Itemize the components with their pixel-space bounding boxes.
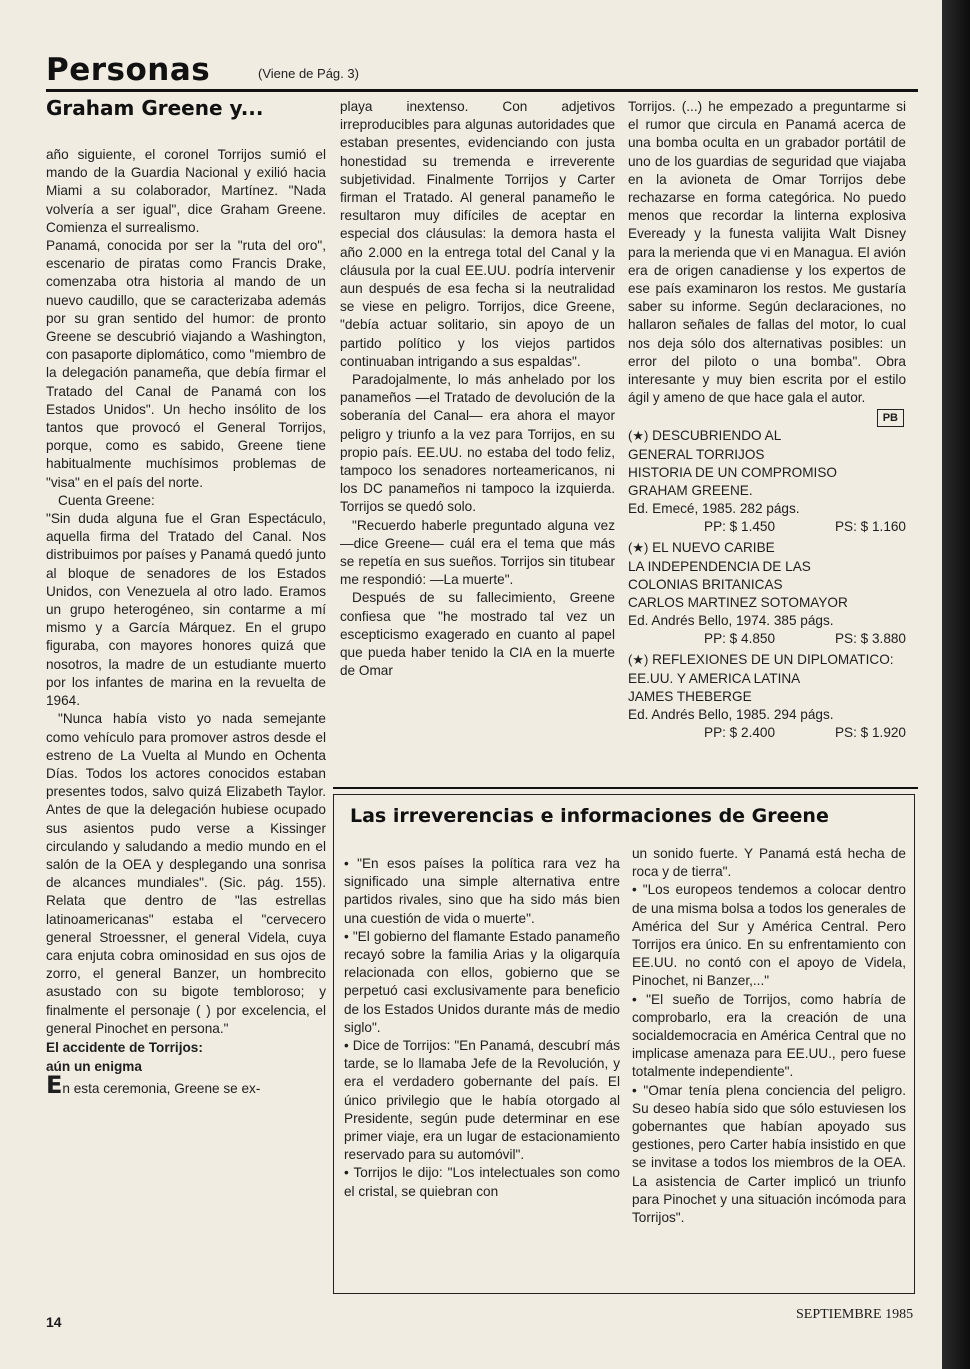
dropcap-paragraph	[46, 1070, 326, 1099]
book-prices	[628, 630, 906, 648]
quote-item: • "El sueño de Torrijos, como habría de comprobarlo, era la creación de una socialdemocracia en América Central que no implicase amenaza para EE.UU., pero fuese totalmente independiente".	[632, 991, 906, 1080]
article-column-2	[340, 98, 615, 681]
quote-item: • "Omar tenía plena conciencia del peligro. Su deseo había sido que sólo estuviesen los gobernantes que habían apoyado sus gestiones, pero Carter había insistido en que se invitase a todos los miembros de la OEA. La asistencia de Carter implicó un triunfo para Pinochet y una situación incómoda para Torrijos".	[632, 1082, 906, 1226]
page-header	[46, 52, 916, 92]
box-title: Las irreverencias e informaciones de Greene	[350, 805, 829, 827]
star-icon: (★)	[628, 540, 649, 556]
sidebar-box	[333, 794, 915, 1294]
book-author: JAMES THEBERGE	[628, 688, 752, 704]
continued-note: (Viene de Pág. 3)	[258, 66, 359, 81]
book-title-line: (★) DESCUBRIENDO AL	[628, 428, 782, 444]
paragraph: "Nunca había visto yo nada semejante como vehículo para promover astros desde el estreno de La Vuelta al Mundo en Ochenta Días. Todos los actores conocidos estaban presentes todos, salvo quizá Elizabeth Taylor. Antes de que la delegación hubiese ocupado sus asientos pudo verse a Kissinger circulando y saludando a medio mundo en el salón de la OEA y desplegando una sonrisa de alcances mundiales". (Sic. pág. 155). Relata que dentro de "las estrellas latinoamericanas" estaba el "cervecero general Stroessner, el general Videla, cuya cara enjuta cobra ominosidad en sus ojos de zorro, el general Banzer, un hombrecito asustado con su bigote tembloroso; y finalmente el personaje ( ) por excelencia, el general Pinochet en persona."	[46, 711, 326, 1036]
paragraph: año siguiente, el coronel Torrijos sumió el mando de la Guardia Nacional y exilió hacia Miami a su colaborador, Martínez. "Nada volvería a ser igual", dice Graham Greene. Comienza el surrealismo.	[46, 147, 326, 235]
paragraph: Panamá, conocida por ser la "ruta del oro", escenario de piratas como Francis Drake, comenzaba otra historia al mando de un nuevo caudillo, que se caracterizaba además por su gran sentido del humor: de pronto Greene se descubrió viajando a Washington, con pasaporte diplomático, como "miembro de la delegación panameña, que debía firmar el Tratado del Canal de Panamá con los Estados Unidos". Un hecho insólito de los tantos que provocó el General Torrijos, porque, como es sabido, Greene tiene habitualmente muchísimos problemas de "visa" en el país del norte.	[46, 238, 326, 490]
box-column-2	[632, 845, 906, 1227]
book-author: GRAHAM GREENE.	[628, 483, 753, 499]
dropcap: E	[46, 1070, 63, 1099]
article-column-1	[46, 146, 326, 1098]
price-ps: PS: $ 1.160	[834, 519, 906, 535]
author-signature: PB	[877, 409, 904, 427]
book-publisher: Ed. Andrés Bello, 1985. 294 págs.	[628, 707, 834, 723]
price-pp: PP: $ 2.400	[704, 725, 776, 741]
price-ps: PS: $ 1.920	[834, 725, 906, 741]
quote-item: • Dice de Torrijos: "En Panamá, descubrí más tarde, se lo llamaba Jefe de la Revolución, y era el verdadero gobernante del país. El único privilegio que le había otorgado al Presidente, según pude determinar en ese primer viaje, era un lugar de estacionamiento reservado para su automóvil".	[344, 1038, 620, 1163]
quote-item: • "El gobierno del flamante Estado panameño recayó sobre la familia Arias y la oligarquía relacionada con ellos, gobierno que se perpetuó casi exclusivamente para beneficio de los Estados Unidos durante más de medio siglo".	[344, 928, 620, 1035]
issue-date: SEPTIEMBRE 1985	[796, 1307, 914, 1322]
price-pp: PP: $ 4.850	[704, 631, 776, 647]
book-title-line: (★) REFLEXIONES DE UN DIPLOMATICO:	[628, 652, 894, 668]
subheading: aún un enigma	[46, 1058, 142, 1074]
book-publisher: Ed. Andrés Bello, 1974. 385 págs.	[628, 613, 834, 629]
subheading: El accidente de Torrijos:	[46, 1039, 203, 1055]
book-title-line: (★) EL NUEVO CARIBE	[628, 540, 775, 556]
book-entry	[628, 427, 906, 536]
star-icon: (★)	[628, 428, 649, 444]
book-title-line: HISTORIA DE UN COMPROMISO	[628, 464, 837, 480]
star-icon: (★)	[628, 652, 649, 668]
paragraph: Torrijos. (...) he empezado a preguntarme si el rumor que circula en Panamá acerca de una bomba oculta en un grabador portátil de uno de los guardias de seguridad que viajaba en la avioneta de Omar Torrijos debe rechazarse en forma categórica. No puedo menos que recordar la linterna explosiva Eveready y la funesta valijita Walt Disney para la merienda que vi en Managua. El avión era de origen canadiense y los expertos de ese país examinaron los restos. Me gustaría saber su informe. Según declaraciones, no hallaron señales de fallas del motor, lo cual nos deja sólo dos alternativas posibles: un error del piloto o una bomba". Obra interesante y muy bien escrita por el estilo ágil y ameno de que hace gala el autor.	[628, 99, 906, 406]
book-title-line: EE.UU. Y AMERICA LATINA	[628, 670, 801, 686]
header-rule	[46, 89, 918, 92]
price-ps: PS: $ 3.880	[834, 631, 906, 647]
book-author: CARLOS MARTINEZ SOTOMAYOR	[628, 595, 848, 611]
quote-item: un sonido fuerte. Y Panamá está hecha de roca y de tierra".	[632, 846, 906, 880]
quote-item: • "Los europeos tendemos a colocar dentro de una misma bolsa a todos los generales de América del Sur y América Central. Pero Torrijos era único. En su enfrentamiento con EE.UU. no contó con el apoyo de Videla, Pinochet, ni Banzer,..."	[632, 882, 906, 989]
article-column-3	[628, 98, 906, 745]
book-entry	[628, 651, 906, 742]
book-prices	[628, 724, 906, 742]
book-list	[628, 427, 906, 742]
book-entry	[628, 539, 906, 648]
paragraph-text: n esta ceremonia, Greene se ex-	[62, 1080, 261, 1096]
page-number: 14	[46, 1314, 62, 1330]
page-edge-shadow	[942, 0, 970, 1369]
book-title-line: COLONIAS BRITANICAS	[628, 576, 783, 592]
section-title: Personas	[46, 52, 211, 88]
paragraph: playa inextenso. Con adjetivos irreproducibles para algunas autoridades que estaban presentes, evidenciando con justa honestidad su tremenda e irreverente subjetividad. Finalmente Torrijos y Carter firman el Tratado. Al general panameño le resultaron muy difíciles de aceptar en especial dos cláusulas: la demora hasta el año 2.000 en la entrega total del Canal y la cláusula por la cual EE.UU. podría intervenir aun después de esa fecha si la neutralidad se viese en peligro. Torrijos, dice Greene, "debía actuar solitario, sin apoyo de un partido político y los viejos partidos continuaban intrigando a sus espaldas".	[340, 99, 615, 369]
paragraph: "Recuerdo haberle preguntado alguna vez —dice Greene— cuál era el tema que más se repetía en sus sueños. Torrijos sin titubear me respondió: —La muerte".	[340, 517, 615, 588]
book-title-line: GENERAL TORRIJOS	[628, 446, 765, 462]
book-prices	[628, 518, 906, 536]
paragraph: Paradojalmente, lo más anhelado por los panameños —el Tratado de devolución de la soberanía del Canal— era ahora el mayor peligro y triunfo a la vez para Torrijos, en su propio país. EE.UU. no estaba del todo feliz, tampoco los senadores norteamericanos, ni los DC panameños ni tampoco la izquierda. Torrijos se quedó solo.	[340, 372, 615, 515]
book-title-line: LA INDEPENDENCIA DE LAS	[628, 558, 811, 574]
quote-item: • Torrijos le dijo: "Los intelectuales son como el cristal, se quiebran con	[344, 1165, 620, 1199]
box-column-1	[344, 855, 620, 1201]
box-top-rule	[333, 787, 918, 789]
quote-item: • "En esos países la política rara vez ha significado una simple alternativa entre partidos rivales, sino que ha sido más bien una cuestión de vida o muerte".	[344, 856, 620, 926]
article-title: Graham Greene y...	[46, 96, 264, 120]
paragraph: Cuenta Greene:	[58, 492, 155, 508]
price-pp: PP: $ 1.450	[704, 519, 776, 535]
book-publisher: Ed. Emecé, 1985. 282 págs.	[628, 501, 800, 517]
paragraph: Después de su fallecimiento, Greene confiesa que "he mostrado tal vez un escepticismo exagerado en cuanto al papel que pueda haber tenido la CIA en la muerte de Omar	[340, 590, 615, 679]
paragraph: "Sin duda alguna fue el Gran Espectáculo, aquella firma del Tratado del Canal. Nos distribuimos por países y Panamá quedó junto al bloque de senadores de los Estados Unidos, con Venezuela al otro lado. Eramos un grupo heterogéneo, sin contarme a mí mismo y a García Márquez. En el grupo figuraba, con mayores honores quizá que nosotros, la madre de un estudiante muerto por los infantes de marina en la revuelta de 1964.	[46, 511, 326, 709]
